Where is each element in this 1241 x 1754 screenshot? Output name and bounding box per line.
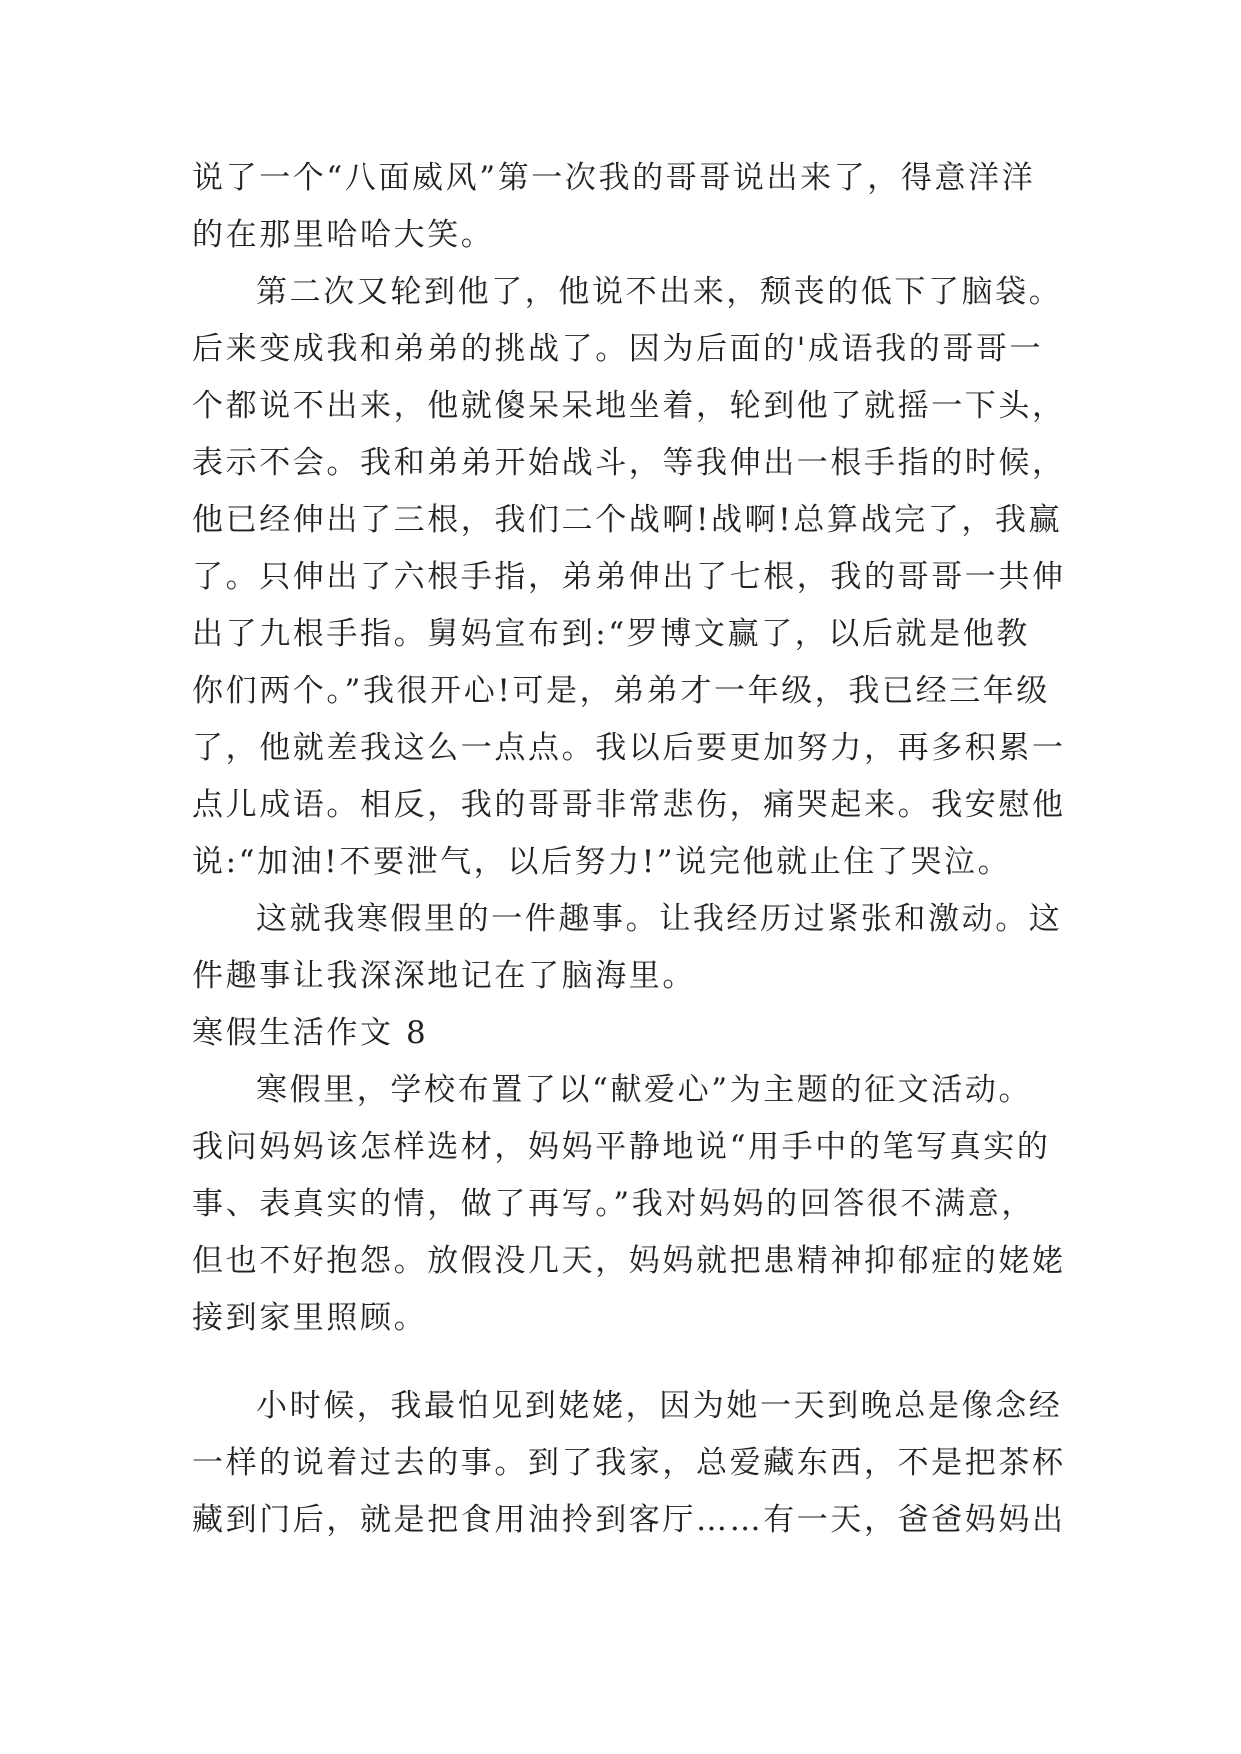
paragraph-start-line: 这就我寒假里的一件趣事。让我经历过紧张和激动。这: [256, 901, 1063, 937]
text-line: 个都说不出来，他就傻呆呆地坐着，轮到他了就摇一下头，: [192, 388, 1066, 424]
paragraph-start-line: 寒假里，学校布置了以“献爱心”为主题的征文活动。: [256, 1072, 1033, 1108]
text-line: 你们两个。”我很开心!可是，弟弟才一年级，我已经三年级: [192, 673, 1051, 709]
text-line: 的在那里哈哈大笑。: [192, 217, 495, 253]
text-line: 一样的说着过去的事。到了我家，总爱藏东西，不是把茶杯: [192, 1445, 1066, 1481]
text-line: 但也不好抱怨。放假没几天，妈妈就把患精神抑郁症的姥姥: [192, 1243, 1066, 1279]
text-line: 出了九根手指。舅妈宣布到:“罗博文赢了，以后就是他教: [192, 616, 1030, 652]
section-heading: 寒假生活作文 8: [192, 1015, 429, 1051]
paragraph-start-line: 第二次又轮到他了，他说不出来，颓丧的低下了脑袋。: [256, 274, 1063, 310]
text-line: 件趣事让我深深地记在了脑海里。: [192, 958, 696, 994]
text-line: 说:“加油!不要泄气，以后努力!”说完他就止住了哭泣。: [192, 844, 1012, 880]
text-line: 我问妈妈该怎样选材，妈妈平静地说“用手中的笔写真实的: [192, 1129, 1051, 1165]
text-line: 了，他就差我这么一点点。我以后要更加努力，再多积累一: [192, 730, 1066, 766]
text-line: 他已经伸出了三根，我们二个战啊!战啊!总算战完了，我赢: [192, 502, 1063, 538]
text-line: 点儿成语。相反，我的哥哥非常悲伤，痛哭起来。我安慰他: [192, 787, 1066, 823]
text-line: 说了一个“八面威风”第一次我的哥哥说出来了，得意洋洋: [192, 160, 1036, 196]
text-line: 后来变成我和弟弟的挑战了。因为后面的'成语我的哥哥一: [192, 331, 1044, 367]
text-line: 表示不会。我和弟弟开始战斗，等我伸出一根手指的时候，: [192, 445, 1066, 481]
text-line: 了。只伸出了六根手指，弟弟伸出了七根，我的哥哥一共伸: [192, 559, 1066, 595]
text-line: 接到家里照顾。: [192, 1300, 428, 1336]
paragraph-start-line: 小时候，我最怕见到姥姥，因为她一天到晚总是像念经: [256, 1388, 1063, 1424]
text-line: 事、表真实的情，做了再写。”我对妈妈的回答很不满意，: [192, 1186, 1035, 1222]
text-line: 藏到门后，就是把食用油拎到客厅……有一天，爸爸妈妈出: [192, 1502, 1066, 1538]
